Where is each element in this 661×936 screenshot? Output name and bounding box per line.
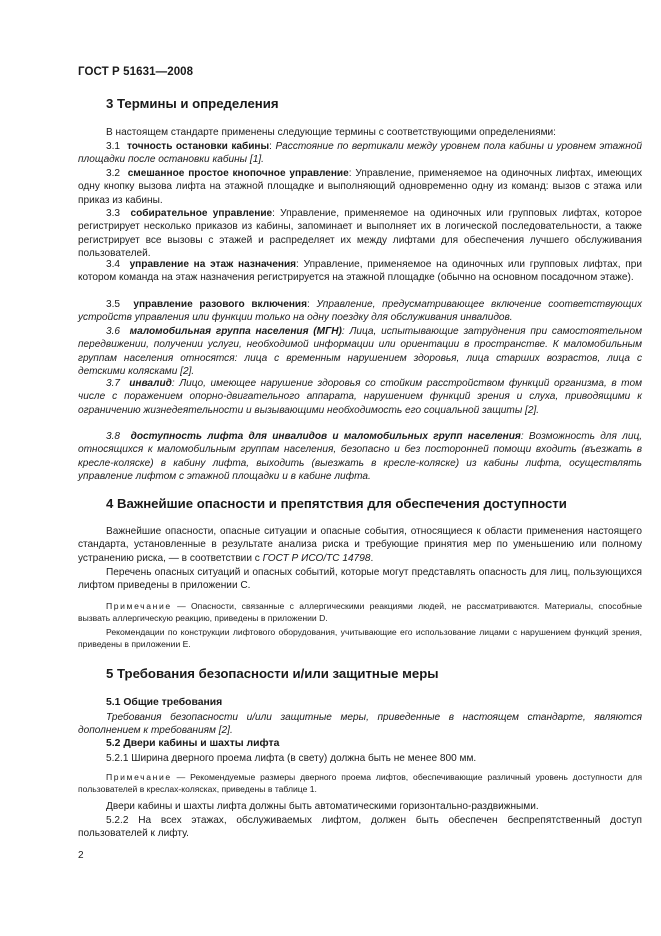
doors-paragraph: Двери кабины и шахты лифта должны быть автоматическими горизонтально-раздвижными.	[106, 801, 539, 812]
term-3-4: 3.4 управление на этаж назначения: Управление, применяемое на одиночных или групповых лифтах, при котором команда на этаж назначения регистрируется на этажной площадке (обычно на основном посадочном этаже).	[78, 259, 643, 284]
section-5-title: 5 Требования безопасности и/или защитные меры	[106, 666, 439, 681]
subsection-5-1-text: Требования безопасности и/или защитные меры, приведенные в настоящем стандарте, являются дополнением к требованиям [2].	[78, 712, 642, 737]
term-3-7: 3.7 инвалид: Лицо, имеющее нарушение здоровья со стойким расстройством функций организма, в том числе с поражением опорно-двигательного аппарата, нарушением функций зрения и слуха, приводящими к ограничению жизнедеятельности и вызывающими необходимость его социальной защиты [2].	[78, 378, 643, 416]
term-3-6: 3.6 маломобильная группа населения (МГН): Лица, испытывающие затруднения при самостоятельном передвижении, получении услуги, необходимой информации или ориентации в пространстве. К маломобильным группам населения относятся: лица с временным нарушением здоровья, лица старших возрастов, лица с детскими колясками [2].	[78, 326, 642, 378]
clause-5-2-2: 5.2.2 На всех этажах, обслуживаемых лифтом, должен быть обеспечен беспрепятственный доступ пользователей к лифту.	[78, 815, 642, 840]
section-4-note-2: Рекомендации по конструкции лифтового оборудования, учитывающие его использование лицами с нарушением функций зрения, приведены в приложении Е.	[78, 627, 642, 649]
term-3-5: 3.5 управление разового включения: Управление, предусматривающее включение соответствующих устройств управления или функции только на одну поездку для обслуживания инвалидов.	[78, 299, 642, 324]
section-4-paragraph-1: Важнейшие опасности, опасные ситуации и опасные события, относящиеся к области применения настоящего стандарта, установленные в результате анализа риска и требующие принятия мер по уменьшению или полному устранению риска, — в соответствии с ГОСТ Р ИСО/ТС 14798.	[78, 526, 642, 564]
clause-5-2-1: 5.2.1 Ширина дверного проема лифта (в свету) должна быть не менее 800 мм.	[106, 753, 477, 764]
section-4-note-1: Примечание — Опасности, связанные с аллергическими реакциями людей, не рассматриваются. Материалы, способные вызвать аллергическую реакцию, приведены в приложении D.	[78, 601, 642, 623]
subsection-5-1-title: 5.1 Общие требования	[106, 697, 223, 708]
term-3-1: 3.1 точность остановки кабины: Расстояние по вертикали между уровнем пола кабины и уровнем этажной площадки после остановки кабины [1].	[78, 141, 643, 166]
section-4-paragraph-2: Перечень опасных ситуаций и опасных событий, которые могут представлять опасность для лиц, пользующихся лифтом приведены в приложении С.	[78, 567, 642, 592]
section-5-note: Примечание — Рекомендуемые размеры дверного проема лифтов, обеспечивающие различный уровень доступности для пользователей в креслах-колясках, приведены в таблице 1.	[78, 772, 643, 794]
document-header: ГОСТ Р 51631—2008	[78, 66, 194, 78]
term-3-3: 3.3 собирательное управление: Управление, применяемое на одиночных или групповых лифтах, которое регистрирует несколько приказов из кабины, запоминает и выполняет их в логической последовательности, а также регистрирует все вызовы с этажей и распределяет их между лифтами для обеспечения лучшего обслуживания пользователей.	[78, 208, 643, 260]
section-3-title: 3 Термины и определения	[106, 96, 279, 111]
subsection-5-2-title: 5.2 Двери кабины и шахты лифта	[106, 738, 280, 749]
term-3-2: 3.2 смешанное простое кнопочное управление: Управление, применяемое на одиночных лифтах, имеющих одну кнопку вызова лифта на этажной площадке и выполняющий одновременно одну из команд: вызов с этажа или приказ из кабины.	[78, 168, 643, 206]
term-3-8: 3.8 доступность лифта для инвалидов и маломобильных групп населения: Возможность для лиц, относящихся к маломобильным группам населения, безопасно и без посторонней помощи входить (въезжать в кресле-коляске) в кабину лифта, выходить (выезжать в кресле-коляске) из кабины лифта, осуществлять управление лифтом с этажной площадки и в кабине лифта.	[78, 431, 643, 483]
section-3-intro: В настоящем стандарте применены следующие термины с соответствующими определениями:	[106, 127, 556, 138]
page-number: 2	[78, 850, 84, 861]
section-4-title: 4 Важнейшие опасности и препятствия для обеспечения доступности	[106, 496, 567, 511]
